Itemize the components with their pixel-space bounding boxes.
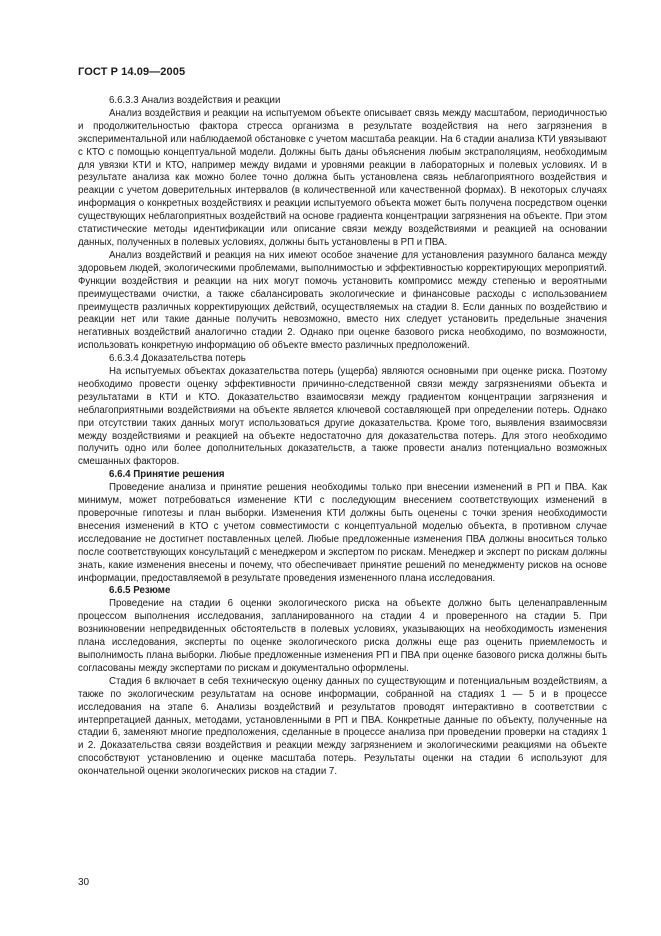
- document-body: [78, 95, 607, 779]
- paragraph: Проведение на стадии 6 оценки экологического риска на объекте должно быть целенаправленным процессом выполнения исследования, запланированного на стадии 4 и проверенного на стадии 5. При возникновении непредвиденных обстоятельств в полевых условиях, указывающих на необходимость изменения плана исследования, эксперты по оценке экологического риска должны еще раз оценить приемлемость и выполнимость плана выборки. Любые предложенные изменения РП и ПВА при оценке базового риска должны быть согласованы между экспертами по рискам и документально оформлены.: [78, 598, 607, 674]
- section-heading: 6.6.3.3 Анализ воздействия и реакции: [109, 95, 281, 106]
- section-heading: 6.6.3.4 Доказательства потерь: [109, 353, 246, 365]
- paragraph: Анализ воздействий и реакция на них имеют особое значение для установления разумного баланса между здоровьем людей, экологическими проблемами, выполнимостью и эффективностью корректирующих мероприятий. Функции воздействия и реакции на них могут помочь установить компромисс между степенью и вероятными преимуществами очистки, а также сбалансировать экологические и финансовые расходы с использованием преимуществ различных корректирующих действий, осуществляемых на стадии 8. Если данных по воздействию и реакции нет или такие данные получить невозможно, вместо них следует установить предельные значения негативных воздействий аналогично стадии 2. Однако при оценке базового риска необходимо, по возможности, использовать конкретную информацию об объекте вместо различных предположений.: [78, 249, 607, 352]
- paragraph: Проведение анализа и принятие решения необходимы только при внесении изменений в РП и ПВА. Как минимум, может потребоваться изменение КТИ с последующим внесением соответствующих изменений в проверочные гипотезы и план выборки. Изменения КТИ должны быть оценены с точки зрения необходимости внесения изменений в КТО с учетом совместимости с концептуальной моделью объекта, в противном случае исследование не достигнет поставленных целей. Любые предложенные изменения ПВА должны вноситься только после соответствующих консультаций с менеджером и экспертом по рискам. Менеджер и эксперт по рискам должны знать, какие изменения внесены и почему, что обеспечивает принятие решений по менеджменту рисков на основе информации, предоставляемой в результате проведения измененного плана исследования.: [78, 482, 607, 584]
- document-header: ГОСТ Р 14.09—2005: [78, 66, 186, 78]
- paragraph: Стадия 6 включает в себя техническую оценку данных по существующим и потенциальным воздействиям, а также по экологическим результатам на основе информации, собранной на стадиях 1 — 5 и в процессе исследования на этапе 6. Анализы воздействий и результатов проводят интерактивно в соответствии с интерпретацией данных, методами, установленными в РП и ПВА. Конкретные данные по объекту, полученные на стадии 6, заменяют многие предположения, сделанные в процессе анализа при проведении проверки на стадиях 1 и 2. Доказательства связи воздействия и реакции между загрязнением и экологическими реакциями на объекте способствуют установлению и оценке масштаба потерь. Результаты оценки на стадии 6 используют для окончательной оценки экологических рисков на стадии 7.: [78, 675, 607, 778]
- section-heading: 6.6.5 Резюме: [109, 585, 171, 597]
- section-heading: 6.6.4 Принятие решения: [109, 469, 225, 481]
- paragraph: Анализ воздействия и реакции на испытуемом объекте описывает связь между масштабом, периодичностью и продолжительностью фактора стресса организма в результате воздействия на него загрязнения в экспериментальной или наблюдаемой обстановке с учетом масштаба реакции. На 6 стадии анализа КТИ увязывают с КТО с помощью концептуальной модели. Должны быть даны объяснения любым экстраполяциям, необходимым для увязки КТИ и КТО, например между видами и уровнями реакции в лабораторных и полевых условиях. И в результате анализа как можно более точно должна быть установлена связь неблагоприятного воздействия и реакции с учетом доверительных интервалов (в количественной или качественной формах). В некоторых случаях информация о конкретных воздействиях и реакции испытуемого объекта может быть получена посредством оценки существующих неблагоприятных воздействий на основе градиента концентрации загрязнения на объекте. При этом статистические методы идентификации или описание связи между воздействиями и реакцией на основании данных, полученных в полевых условиях, должны быть установлены в РП и ПВА.: [78, 107, 607, 248]
- paragraph: На испытуемых объектах доказательства потерь (ущерба) являются основными при оценке риска. Поэтому необходимо провести оценку эффективности причинно-следственной связи между загрязнениями объекта и результатами в КТИ и КТО. Доказательство взаимосвязи между градиентом концентрации загрязнения и неблагоприятными воздействиями на объекте является ключевой составляющей при определении потерь. Однако при отсутствии таких данных могут использоваться другие доказательства. Кроме того, выявления взаимосвязи между воздействиями и реакцией на объекте недостаточно для доказательства потерь. Для этого необходимо получить одно или более дополнительных доказательств, а также провести анализ потенциально возможных смешанных факторов.: [78, 366, 607, 468]
- page-number: 30: [78, 877, 90, 888]
